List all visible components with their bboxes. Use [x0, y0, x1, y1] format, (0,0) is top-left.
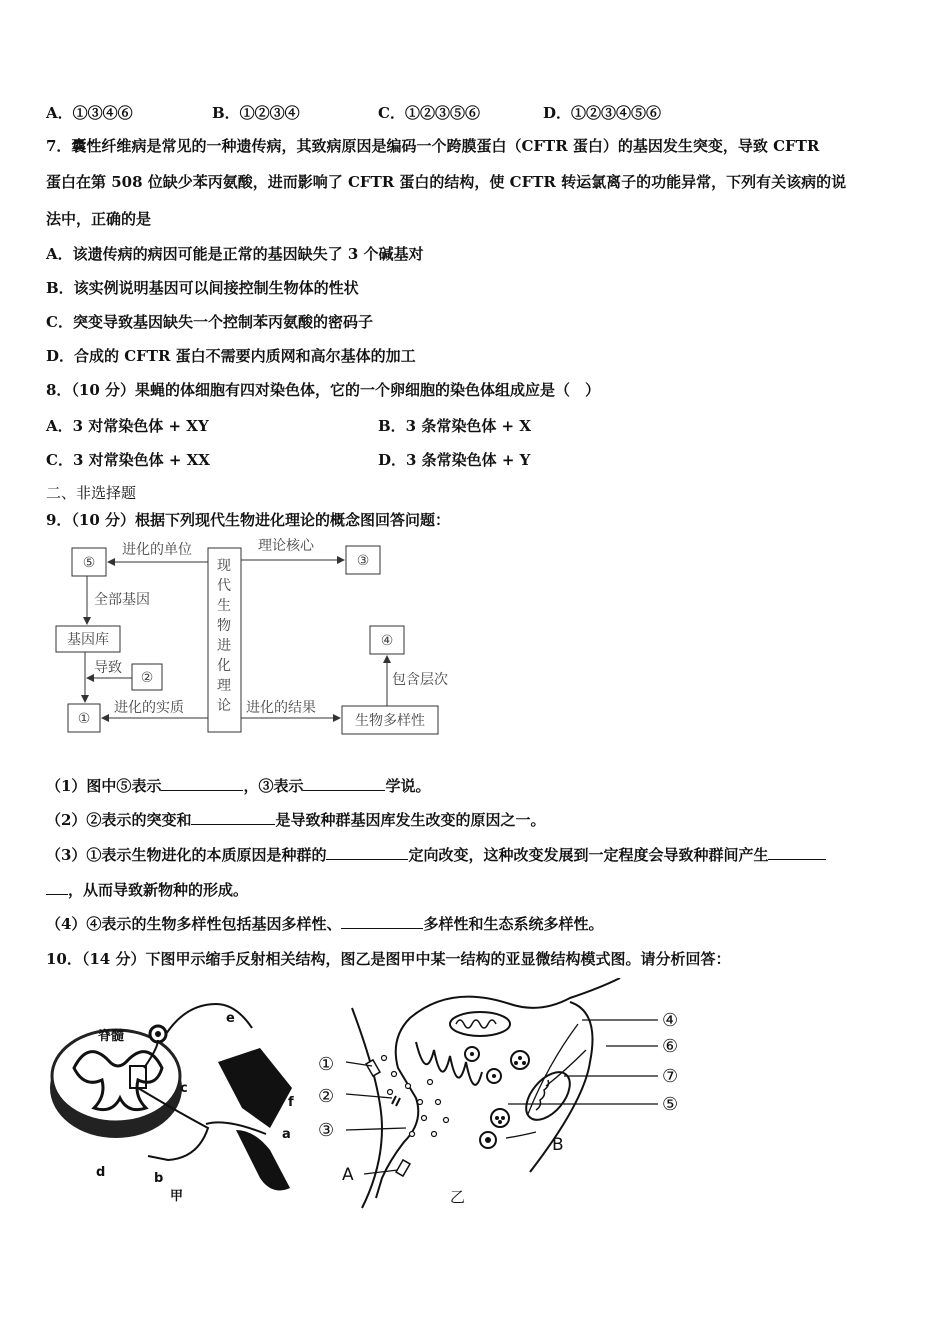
q8-option-d: D．3 条常染色体 + Y [378, 451, 531, 469]
blank-input[interactable] [161, 776, 243, 791]
label-essence: 进化的实质 [114, 700, 184, 716]
caption-yi: 乙 [450, 1188, 466, 1206]
q9-sub3-line1 [46, 845, 826, 865]
center-char-7: 论 [217, 698, 231, 714]
q7-option-a: A．该遗传病的病因可能是正常的基因缺失了 3 个碱基对 [46, 245, 424, 263]
label-core: 理论核心 [258, 538, 314, 554]
blank-input[interactable] [191, 810, 275, 825]
label-B: B [552, 1135, 564, 1155]
presynaptic-membrane [376, 978, 620, 1198]
label-3: ③ [318, 1120, 335, 1141]
postsynaptic-membrane [352, 1008, 382, 1208]
center-char-6: 理 [217, 678, 231, 694]
receptor-1 [366, 1060, 380, 1076]
label-d: d [96, 1165, 106, 1180]
blank-input[interactable] [46, 880, 68, 895]
label-2: ② [318, 1086, 335, 1107]
q9-sub3-c: ，从而导致新物种的形成。 [68, 881, 249, 899]
receptor-a [396, 1160, 410, 1176]
gene-pool-label: 基因库 [67, 632, 109, 648]
label-6: ⑥ [662, 1036, 679, 1057]
box-2-label: ② [140, 670, 154, 686]
q6-option-d: D．①②③④⑤⑥ [543, 104, 662, 122]
q6-option-c: C．①②③⑤⑥ [378, 104, 480, 122]
q9-sub1 [46, 776, 430, 796]
receptor-f [218, 1048, 292, 1128]
q9-sub3-a: （3）①表示生物进化的本质原因是种群的 [46, 846, 327, 864]
q7-stem-line1: 7．囊性纤维病是常见的一种遗传病，其致病原因是编码一个跨膜蛋白（CFTR 蛋白）的基因发生突变，导致 CFTR [46, 137, 820, 155]
q7-option-b: B．该实例说明基因可以间接控制生物体的性状 [46, 279, 359, 297]
blank-input[interactable] [768, 845, 826, 860]
blank-input[interactable] [341, 914, 423, 929]
label-f: f [288, 1095, 294, 1110]
channel-2 [392, 1096, 400, 1106]
q9-sub1-c: 学说。 [385, 777, 431, 795]
label-result: 进化的结果 [246, 700, 316, 716]
q8-option-c: C．3 对常染色体 + XX [46, 451, 210, 469]
blank-input[interactable] [326, 845, 408, 860]
label-all-genes: 全部基因 [94, 592, 150, 608]
label-7: ⑦ [662, 1066, 679, 1087]
spinal-label: 脊髓 [98, 1029, 125, 1044]
q9-concept-diagram [50, 534, 460, 739]
caption-jia: 甲 [170, 1189, 184, 1204]
q9-sub2-b: 是导致种群基因库发生改变的原因之一。 [275, 811, 546, 829]
q9-sub1-a: （1）图中⑤表示 [46, 777, 162, 795]
label-A: A [342, 1165, 354, 1185]
box-4-label: ④ [380, 633, 394, 649]
vesicle [491, 1109, 509, 1127]
fig-jia-reflex-arc [46, 996, 312, 1208]
q9-sub3-line2 [46, 880, 248, 900]
center-char-4: 进 [217, 638, 231, 654]
q7-stem-line2: 蛋白在第 508 位缺少苯丙氨酸，进而影响了 CFTR 蛋白的结构，使 CFTR 转运氯离子的功能异常，下列有关该病的说 [46, 173, 847, 191]
label-e: e [226, 1011, 235, 1026]
section-title: 二、非选择题 [46, 484, 137, 502]
label-4: ④ [662, 1010, 679, 1031]
fig-yi-synapse [316, 978, 696, 1212]
label-unit: 进化的单位 [122, 542, 192, 558]
q9-sub1-b: ，③表示 [243, 777, 304, 795]
q7-option-c: C．突变导致基因缺失一个控制苯丙氨酸的密码子 [46, 313, 373, 331]
box-1-label: ① [77, 711, 91, 727]
label-1: ① [318, 1054, 335, 1075]
q7-stem-line3: 法中，正确的是 [46, 210, 152, 228]
q9-sub2-a: （2）②表示的突变和 [46, 811, 192, 829]
label-cause: 导致 [94, 660, 122, 676]
box-3-label: ③ [356, 553, 370, 569]
label-a: a [282, 1127, 291, 1142]
q9-sub4-b: 多样性和生态系统多样性。 [423, 915, 604, 933]
q8-option-a: A．3 对常染色体 + XY [46, 417, 209, 435]
q9-sub2 [46, 810, 545, 830]
q9-sub3-b: 定向改变，这种改变发展到一定程度会导致种群间产生 [408, 846, 769, 864]
q9-stem: 9．（10 分）根据下列现代生物进化理论的概念图回答问题： [46, 511, 451, 529]
q9-sub4-a: （4）④表示的生物多样性包括基因多样性、 [46, 915, 342, 933]
q8-stem: 8．（10 分）果蝇的体细胞有四对染色体，它的一个卵细胞的染色体组成应是（ ） [46, 381, 601, 399]
box-5-label: ⑤ [82, 555, 96, 571]
label-b: b [154, 1171, 164, 1186]
q6-option-b: B．①②③④ [212, 104, 300, 122]
center-char-3: 物 [217, 618, 231, 634]
center-char-5: 化 [217, 658, 231, 674]
mitochondrion-2 [518, 1064, 579, 1127]
biodiversity-label: 生物多样性 [355, 713, 425, 729]
blank-input[interactable] [303, 776, 385, 791]
center-char-2: 生 [217, 598, 231, 614]
q10-stem: 10．（14 分）下图甲示缩手反射相关结构，图乙是图甲中某一结构的亚显微结构模式图。请分析回答： [46, 950, 731, 968]
q7-option-d: D．合成的 CFTR 蛋白不需要内质网和高尔基体的加工 [46, 347, 416, 365]
label-c: c [180, 1081, 188, 1096]
center-char-1: 代 [217, 578, 231, 594]
label-5: ⑤ [662, 1094, 679, 1115]
center-char-0: 现 [217, 558, 231, 574]
q6-option-a: A．①③④⑥ [46, 104, 133, 122]
q8-option-b: B．3 条常染色体 + X [378, 417, 531, 435]
label-levels: 包含层次 [392, 672, 448, 688]
q9-sub4 [46, 914, 603, 934]
